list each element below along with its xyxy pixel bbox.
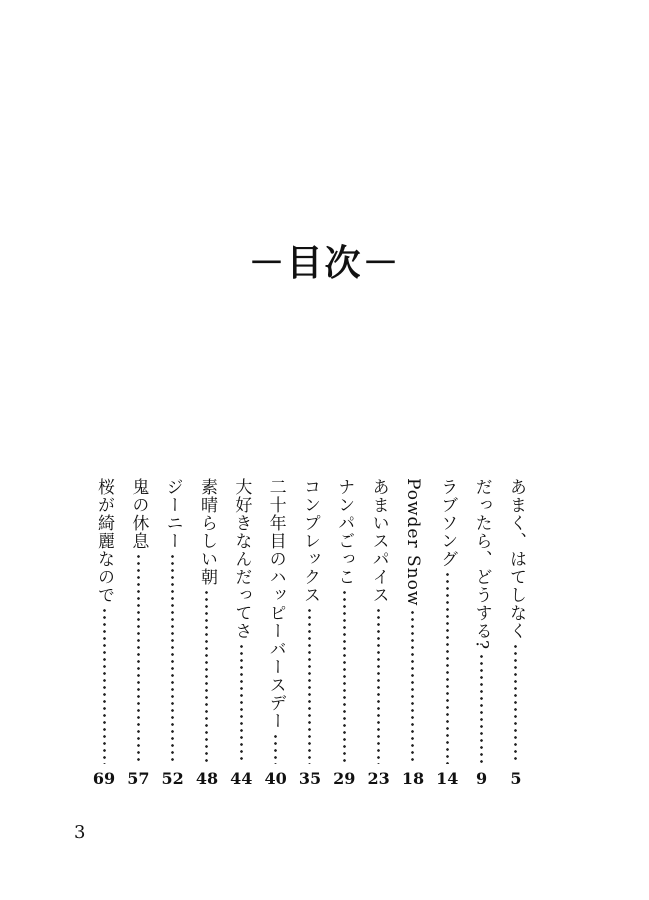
toc-entry-page: 9 (476, 769, 488, 788)
toc-entry-title: ラブソング (437, 478, 458, 568)
dot-leader (274, 733, 277, 764)
toc-entry (296, 478, 324, 788)
toc-entry-title: 鬼の休息 (128, 478, 149, 550)
toc-entry-title: 大好きなんだってさ (231, 478, 252, 640)
toc-entry-title: だったら、どうする? (471, 478, 492, 651)
toc-entry-title: 二十年目のハッピーバースデー (265, 478, 286, 730)
toc-entry (262, 478, 290, 788)
toc-entry-title: ジーニー (162, 478, 183, 550)
toc-entry-title: ナンパごっこ (334, 478, 355, 586)
toc-entry (193, 478, 221, 788)
dot-leader (411, 609, 414, 764)
page-title: －目次－ (248, 242, 401, 284)
toc-entry (502, 478, 530, 788)
toc-entry-title: あまく、はてしなく (505, 478, 526, 640)
toc-entry (90, 478, 118, 788)
toc-entry-page: 57 (127, 769, 150, 788)
toc-entry-page: 52 (161, 769, 184, 788)
toc-entry-page: 44 (230, 769, 253, 788)
table-of-contents (90, 478, 530, 788)
toc-entry-page: 5 (510, 769, 522, 788)
toc-entry-page: 23 (367, 769, 390, 788)
dot-leader (343, 589, 346, 764)
toc-entry-page: 40 (264, 769, 287, 788)
toc-entry (124, 478, 152, 788)
toc-entry-title: Powder Snow (402, 478, 423, 607)
dot-leader (205, 589, 208, 764)
dot-leader (377, 607, 380, 764)
dot-leader (514, 643, 517, 764)
dot-leader (240, 643, 243, 764)
toc-entry (227, 478, 255, 788)
dot-leader (103, 607, 106, 764)
toc-entry-page: 69 (92, 769, 116, 788)
toc-entry-page: 29 (333, 769, 356, 788)
dot-leader (171, 553, 174, 764)
toc-entry (330, 478, 358, 788)
page-number: 3 (74, 822, 86, 843)
toc-entry-page: 48 (195, 769, 219, 788)
toc-entry-title: 素晴らしい朝 (196, 478, 217, 586)
toc-entry-page: 18 (401, 769, 425, 788)
dot-leader (446, 571, 449, 764)
toc-entry-page: 14 (436, 769, 459, 788)
toc-entry (365, 478, 393, 788)
toc-entry-title: あまいスパイス (368, 478, 389, 604)
dot-leader (480, 653, 483, 764)
toc-entry-title: 桜が綺麗なので (94, 478, 114, 604)
toc-entry (468, 478, 496, 788)
dot-leader (137, 553, 140, 764)
toc-entry (399, 478, 427, 788)
toc-entry-title: コンプレックス (299, 478, 320, 604)
dot-leader (308, 607, 311, 764)
toc-entry (159, 478, 187, 788)
toc-entry (433, 478, 461, 788)
toc-entry-page: 35 (298, 769, 322, 788)
